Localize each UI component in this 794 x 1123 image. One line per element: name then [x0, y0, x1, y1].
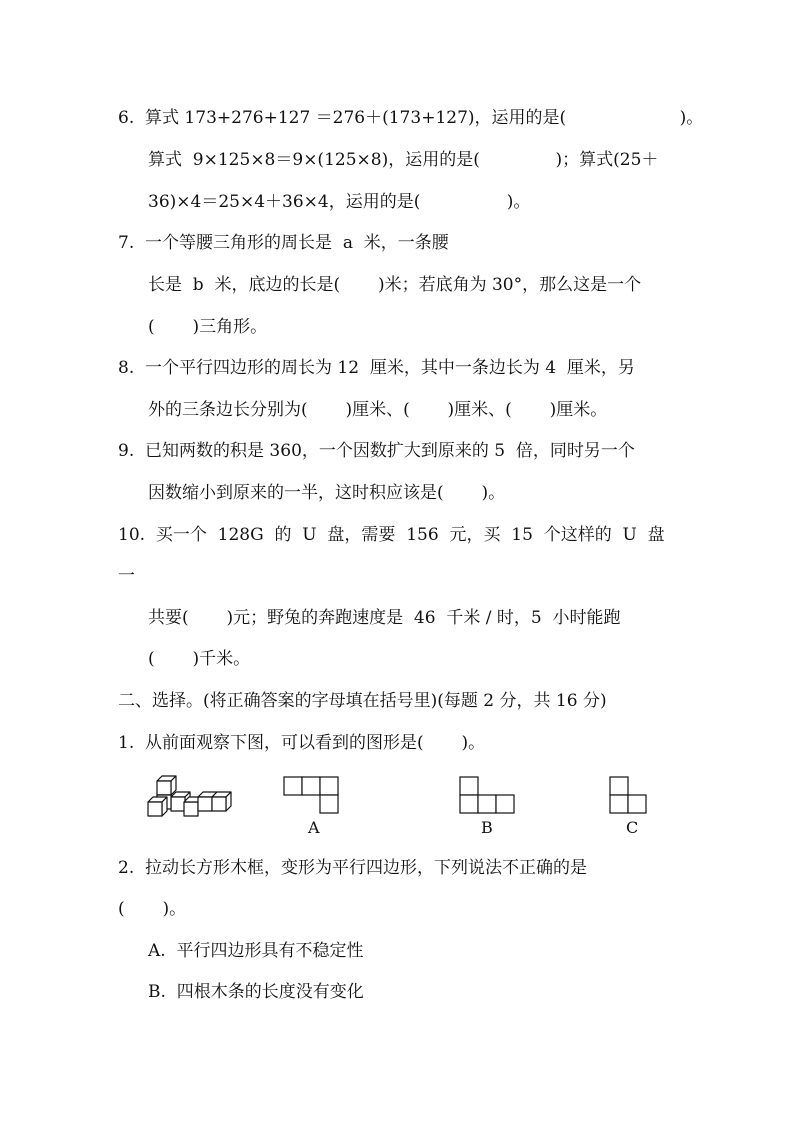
q8-line1: 8. 一个平行四边形的周长为 12 厘米，其中一条边长为 4 厘米，另: [118, 358, 635, 378]
option-c-label: C: [626, 818, 639, 837]
option-b-figure: [459, 776, 515, 814]
q6-line2: 算式 9×125×8＝9×(125×8)，运用的是( )；算式(25＋: [148, 150, 659, 170]
cube-face: [157, 781, 171, 795]
q7-line3: ( )三角形。: [148, 317, 268, 337]
section2-heading: 二、选择。(将正确答案的字母填在括号里)(每题 2 分，共 16 分): [118, 691, 607, 711]
q6-line1: 6. 算式 173+276+127 ＝276＋(173+127)，运用的是( )。: [118, 108, 704, 128]
cube-solid-figure: [144, 772, 236, 828]
option-b-label: B: [481, 818, 493, 837]
q8-line2: 外的三条边长分别为( )厘米、( )厘米、( )厘米。: [148, 400, 608, 420]
s2-q1-text: 1. 从前面观察下图，可以看到的图形是( )。: [118, 733, 486, 753]
q10-line3: 共要( )元；野兔的奔跑速度是 46 千米 / 时，5 小时能跑: [148, 608, 621, 628]
s2-q2-option-b: B. 四根木条的长度没有变化: [148, 982, 364, 1002]
q7-line2: 长是 b 米，底边的长是( )米；若底角为 30°，那么这是一个: [148, 275, 642, 295]
option-a-figure: [283, 776, 339, 814]
q7-line1: 7. 一个等腰三角形的周长是 a 米，一条腰: [118, 233, 449, 253]
q6-line3: 36)×4＝25×4＋36×4，运用的是( )。: [148, 192, 531, 212]
q10-line4: ( )千米。: [148, 649, 251, 669]
q9-line2: 因数缩小到原来的一半，这时积应该是( )。: [148, 483, 506, 503]
s2-q2-line1: 2. 拉动长方形木框，变形为平行四边形，下列说法不正确的是: [118, 858, 588, 878]
option-c-figure: [609, 776, 647, 814]
q10-line2: 一: [118, 566, 135, 586]
option-a-label: A: [308, 818, 320, 837]
q9-line1: 9. 已知两数的积是 360，一个因数扩大到原来的 5 倍，同时另一个: [118, 441, 635, 461]
s2-q2-option-a: A. 平行四边形具有不稳定性: [148, 941, 364, 961]
s2-q2-line2: ( )。: [118, 899, 187, 919]
q10-line1: 10. 买一个 128G 的 U 盘，需要 156 元，买 15 个这样的 U 盘: [118, 525, 665, 545]
